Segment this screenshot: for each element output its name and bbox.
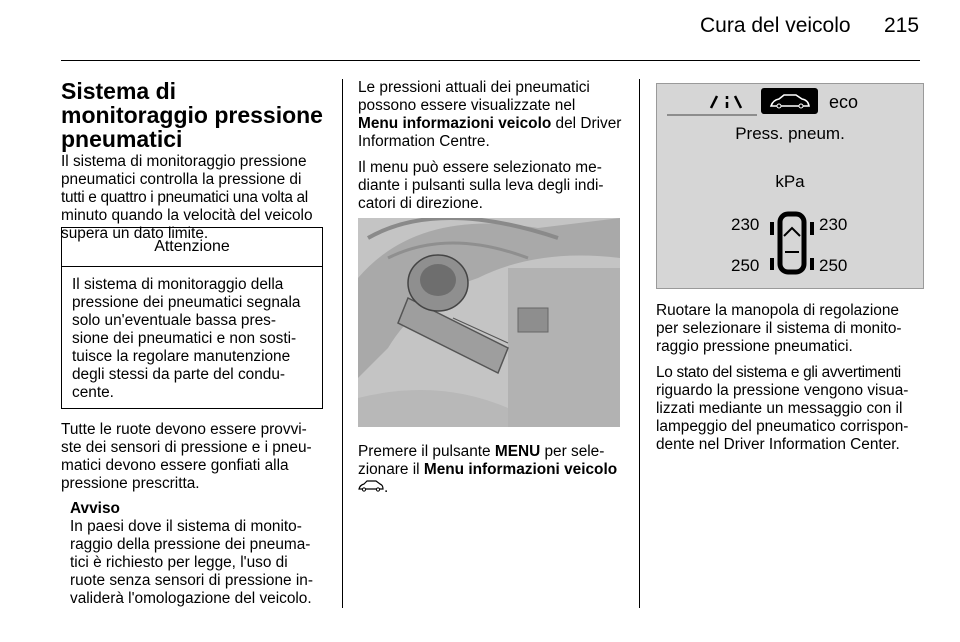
warning-line: Il sistema di monitoraggio della	[72, 276, 284, 293]
body-line: lampeggio del pneumatico corrispon-	[656, 418, 909, 435]
running-header-title: Cura del veicolo	[700, 14, 851, 37]
turn-signal-lever-photo	[358, 218, 620, 427]
warning-line: pressione dei pneumatici segnala	[72, 294, 301, 311]
note-line: validerà l'omologazione del veicolo.	[70, 590, 312, 607]
body-line: raggio pressione pneumatici.	[656, 338, 853, 355]
column-1	[61, 79, 326, 243]
body-line: catori di direzione.	[358, 195, 483, 212]
body-line: diante i pulsanti sulla leva degli indi-	[358, 177, 604, 194]
column-1-continued	[61, 421, 326, 493]
body-line: pressione prescritta.	[61, 475, 200, 492]
header-rule	[61, 60, 920, 61]
body-line: Lo stato del sistema e gli avvertimenti	[656, 364, 901, 381]
body-line: zionare il Menu informazioni veicolo	[358, 461, 618, 478]
body-line: dente nel Driver Information Center.	[656, 436, 900, 453]
tire-pressure-display	[656, 83, 924, 289]
column-divider-2	[639, 79, 640, 608]
pressure-front-right: 230	[819, 215, 848, 234]
note-line: ruote senza sensori di pressione in-	[70, 572, 313, 589]
pressure-rear-right: 250	[819, 256, 848, 275]
note-title: Avviso	[70, 500, 120, 517]
body-line: lizzati mediante un messaggio con il	[656, 400, 903, 417]
warning-line: solo un'eventuale bassa pres-	[72, 312, 277, 329]
menu-reference: Menu informazioni veicolo	[358, 115, 552, 132]
warning-box	[61, 227, 323, 409]
car-icon	[358, 479, 384, 497]
warning-line: degli stessi da parte del condu-	[72, 366, 286, 383]
body-line: per selezionare il sistema di monito-	[656, 320, 902, 337]
note-line: tici è richiesto per legge, l'uso di	[70, 554, 288, 571]
body-line: Tutte le ruote devono essere provvi-	[61, 421, 307, 438]
pressure-rear-left: 250	[731, 256, 760, 275]
page-number: 215	[884, 14, 920, 37]
warning-line: sione dei pneumatici e non sosti-	[72, 330, 297, 347]
car-tab-icon	[761, 88, 818, 114]
body-line: Menu informazioni veicolo del Driver	[358, 115, 622, 132]
body-line: riguardo la pressione vengono visua-	[656, 382, 909, 399]
body-line: Ruotare la manopola di regolazione	[656, 302, 899, 319]
intro-line: tutti e quattro i pneumatici una volta al	[61, 189, 308, 206]
lever-illustration	[358, 218, 620, 427]
intro-line: Il sistema di monitoraggio pressione	[61, 153, 307, 170]
column-2-continued	[358, 443, 623, 497]
intro-line: supera un dato limite.	[61, 225, 209, 242]
column-divider-1	[342, 79, 343, 608]
body-line: possono essere visualizzate nel	[358, 97, 576, 114]
body-line: Il menu può essere selezionato me-	[358, 159, 602, 176]
warning-line: cente.	[72, 384, 114, 401]
eco-label: eco	[829, 92, 859, 112]
road-icon	[711, 96, 741, 108]
tires-graphic	[770, 214, 814, 272]
body-line: Information Centre.	[358, 133, 490, 150]
body-line: Le pressioni attuali dei pneumatici	[358, 79, 590, 96]
body-line: Premere il pulsante MENU per sele-	[358, 443, 605, 460]
body-line: ste dei sensori di pressione e i pneu-	[61, 439, 312, 456]
unit-label: kPa	[775, 172, 805, 191]
warning-line: tuisce la regolare manutenzione	[72, 348, 291, 365]
warning-title: Attenzione	[62, 228, 322, 267]
body-line: matici devono essere gonfiati alla	[61, 457, 289, 474]
intro-line: minuto quando la velocità del veicolo	[61, 207, 313, 224]
pressure-front-left: 230	[731, 215, 760, 234]
column-2	[358, 79, 623, 213]
warning-body	[72, 276, 317, 402]
column-3	[656, 302, 922, 454]
display-title: Press. pneum.	[735, 124, 845, 143]
menu-reference: Menu informazioni veicolo	[423, 461, 618, 478]
menu-button-label: MENU	[494, 443, 541, 460]
note-box	[70, 500, 325, 608]
note-line: In paesi dove il sistema di monito-	[70, 518, 302, 535]
section-heading: Sistema di monitoraggio pressione pneumatici	[61, 78, 323, 152]
body-line: .	[358, 479, 623, 497]
note-line: raggio della pressione dei pneuma-	[70, 536, 311, 553]
intro-line: pneumatici controlla la pressione di	[61, 171, 302, 188]
